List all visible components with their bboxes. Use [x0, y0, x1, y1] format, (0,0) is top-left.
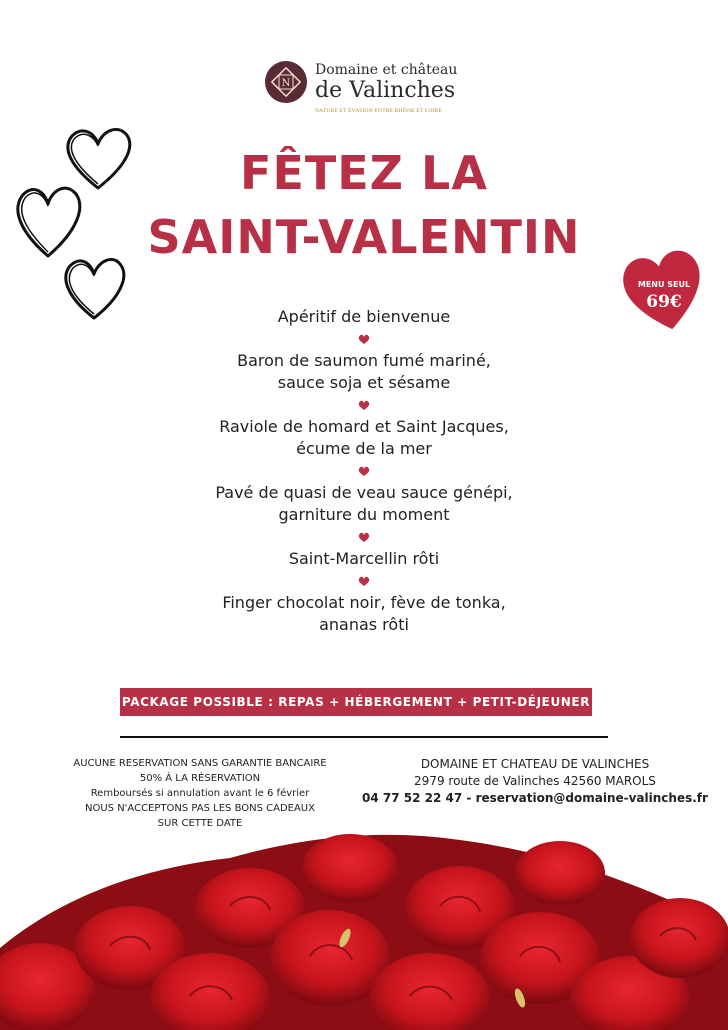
course-line: écume de la mer — [296, 439, 432, 458]
menu-course — [150, 416, 578, 460]
heart-separator-icon — [150, 570, 578, 592]
divider — [120, 736, 608, 738]
heart-separator-icon — [150, 394, 578, 416]
heart-separator-icon — [150, 460, 578, 482]
course-line: Finger chocolat noir, fève de tonka, — [222, 593, 506, 612]
heart-icon — [618, 244, 710, 336]
contact-line[interactable]: 04 77 52 22 47 - reservation@domaine-valinches.fr — [362, 791, 708, 805]
package-banner: PACKAGE POSSIBLE : REPAS + HÉBERGEMENT + PETIT-DÉJEUNER — [120, 688, 592, 716]
logo — [265, 60, 475, 120]
menu-course — [150, 548, 578, 570]
menu-course — [150, 482, 578, 526]
roses-image — [0, 828, 728, 1030]
condition-line: Remboursés si annulation avant le 6 février — [90, 788, 310, 799]
venue-street: 2979 route de Valinches 42560 MAROLS — [414, 774, 656, 788]
monogram-icon — [265, 61, 307, 103]
condition-line: AUCUNE RESERVATION SANS GARANTIE BANCAIRE — [73, 758, 327, 769]
price-badge — [618, 244, 710, 336]
reservation-conditions — [40, 756, 360, 831]
title-line2: SAINT-VALENTIN — [147, 210, 581, 264]
menu-course — [150, 592, 578, 636]
menu-course — [150, 306, 578, 328]
menu-course — [150, 350, 578, 394]
course-line: garniture du moment — [278, 505, 450, 524]
course-line: Baron de saumon fumé mariné, — [237, 351, 491, 370]
course-line: Pavé de quasi de veau sauce génépi, — [215, 483, 513, 502]
course-line: ananas rôti — [319, 615, 409, 634]
title-line1: FÊTEZ LA — [240, 146, 488, 200]
address-block — [362, 756, 708, 807]
condition-line: 50% À LA RÉSERVATION — [139, 773, 261, 784]
course-line: Apéritif de bienvenue — [277, 307, 451, 326]
course-line: Raviole de homard et Saint Jacques, — [219, 417, 509, 436]
price-badge-label: MENU SEUL — [637, 280, 691, 289]
condition-line: SUR CETTE DATE — [157, 818, 243, 829]
heart-separator-icon — [150, 328, 578, 350]
course-line: sauce soja et sésame — [277, 373, 451, 392]
venue-name: DOMAINE ET CHATEAU DE VALINCHES — [420, 757, 650, 771]
menu — [150, 306, 578, 636]
logo-line1: Domaine et château — [315, 62, 458, 78]
svg-text:N: N — [281, 78, 291, 89]
logo-line2: de Valinches — [315, 78, 456, 103]
condition-line: NOUS N'ACCEPTONS PAS LES BONS CADEAUX — [85, 803, 315, 814]
price-badge-price: 69€ — [646, 292, 682, 312]
course-line: Saint-Marcellin rôti — [288, 549, 440, 568]
heart-separator-icon — [150, 526, 578, 548]
logo-tagline: NATURE ET ÉVASION ENTRE RHÔNE ET LOIRE — [315, 108, 443, 114]
